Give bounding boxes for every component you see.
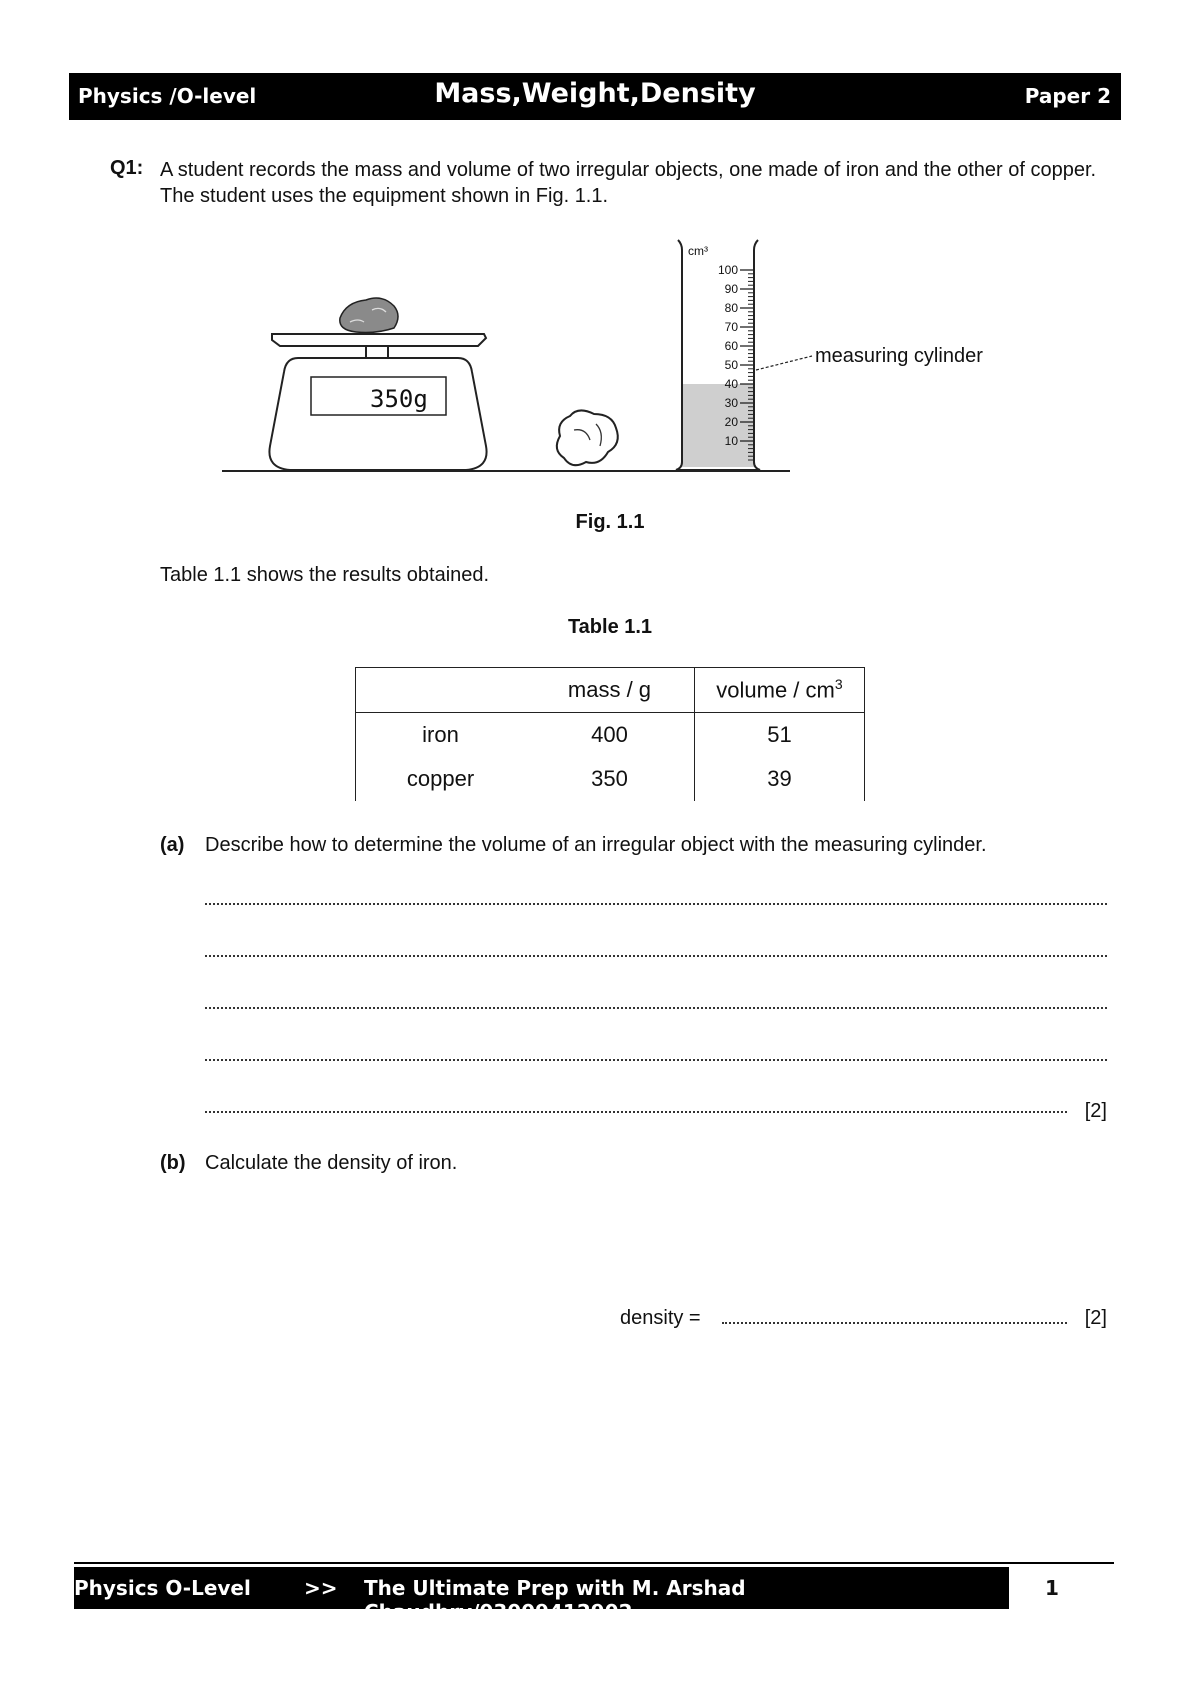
label-leader-line <box>756 356 812 370</box>
scale-label: 90 <box>724 282 738 296</box>
question-number: Q1: <box>110 157 144 179</box>
header-cell-volume: volume / $cm^3$ <box>694 668 864 713</box>
scale-label: 20 <box>724 415 738 429</box>
footer-bar <box>74 1567 1009 1624</box>
question-text: A student records the mass and volume of two irregular objects, one made of iron and the other of copper. The student uses the equipment shown in Fig. 1.1. <box>160 159 1097 207</box>
part-a-label: (a) <box>160 834 185 856</box>
part-a-text: Describe how to determine the volume of an irregular object with the measuring cylinder. <box>205 834 987 856</box>
scale-label: 100 <box>717 263 738 277</box>
part-a-marks: [2] <box>1084 1100 1107 1122</box>
scale-label: 60 <box>724 339 738 353</box>
header-subject: Physics /O-level <box>78 84 257 108</box>
part-b-label: (b) <box>160 1152 186 1174</box>
answer-line[interactable] <box>205 955 1107 957</box>
top-pan-balance <box>269 334 486 470</box>
answer-line[interactable] <box>205 1007 1107 1009</box>
rock-on-pan <box>340 298 398 333</box>
figure-caption: Fig. 1.1 <box>575 511 645 533</box>
scale-label: 40 <box>724 377 738 391</box>
table-header-row <box>356 668 865 713</box>
scale-label: 80 <box>724 301 738 315</box>
balance-reading: 350g <box>370 385 428 413</box>
density-answer-line[interactable] <box>722 1322 1067 1324</box>
cylinder-label: measuring cylinder <box>815 345 983 367</box>
footer-subject: Physics O-Level <box>74 1576 251 1600</box>
answer-line[interactable] <box>205 903 1107 905</box>
answer-line[interactable] <box>205 1059 1107 1061</box>
part-b-text: Calculate the density of iron. <box>205 1152 458 1174</box>
results-table <box>355 667 865 801</box>
cylinder-unit: cm³ <box>688 244 708 258</box>
page-title: Mass,Weight,Density <box>434 78 756 109</box>
row-material: iron <box>356 713 526 758</box>
scale-label: 10 <box>724 434 738 448</box>
cylinder-water <box>682 384 754 467</box>
answer-line[interactable] <box>205 1111 1067 1113</box>
scale-label: 30 <box>724 396 738 410</box>
page-number: 1 <box>1045 1576 1059 1600</box>
scale-label: 70 <box>724 320 738 334</box>
row-volume: 51 <box>694 713 864 758</box>
part-b-marks: [2] <box>1084 1307 1107 1329</box>
measuring-cylinder <box>676 240 760 470</box>
irregular-object <box>557 410 618 465</box>
table-row <box>356 713 865 758</box>
header-cell-blank <box>356 668 526 713</box>
row-volume: 39 <box>694 757 864 801</box>
footer-author: The Ultimate Prep with M. Arshad Chaudhry/03009412902 <box>364 1576 746 1624</box>
footer-rule <box>74 1562 1114 1564</box>
footer-arrow: >> <box>304 1576 338 1600</box>
table-intro: Table 1.1 shows the results obtained. <box>160 564 490 586</box>
table-row <box>356 757 865 801</box>
row-material: copper <box>356 757 526 801</box>
row-mass: 350 <box>591 766 628 791</box>
header-cell-mass: mass / g <box>525 668 694 713</box>
scale-label: 50 <box>724 358 738 372</box>
row-mass: 400 <box>591 722 628 747</box>
figure-1-1 <box>0 0 1200 500</box>
table-caption: Table 1.1 <box>567 616 653 638</box>
header-paper: Paper 2 <box>1024 84 1111 108</box>
density-answer-label: density = <box>620 1307 701 1329</box>
